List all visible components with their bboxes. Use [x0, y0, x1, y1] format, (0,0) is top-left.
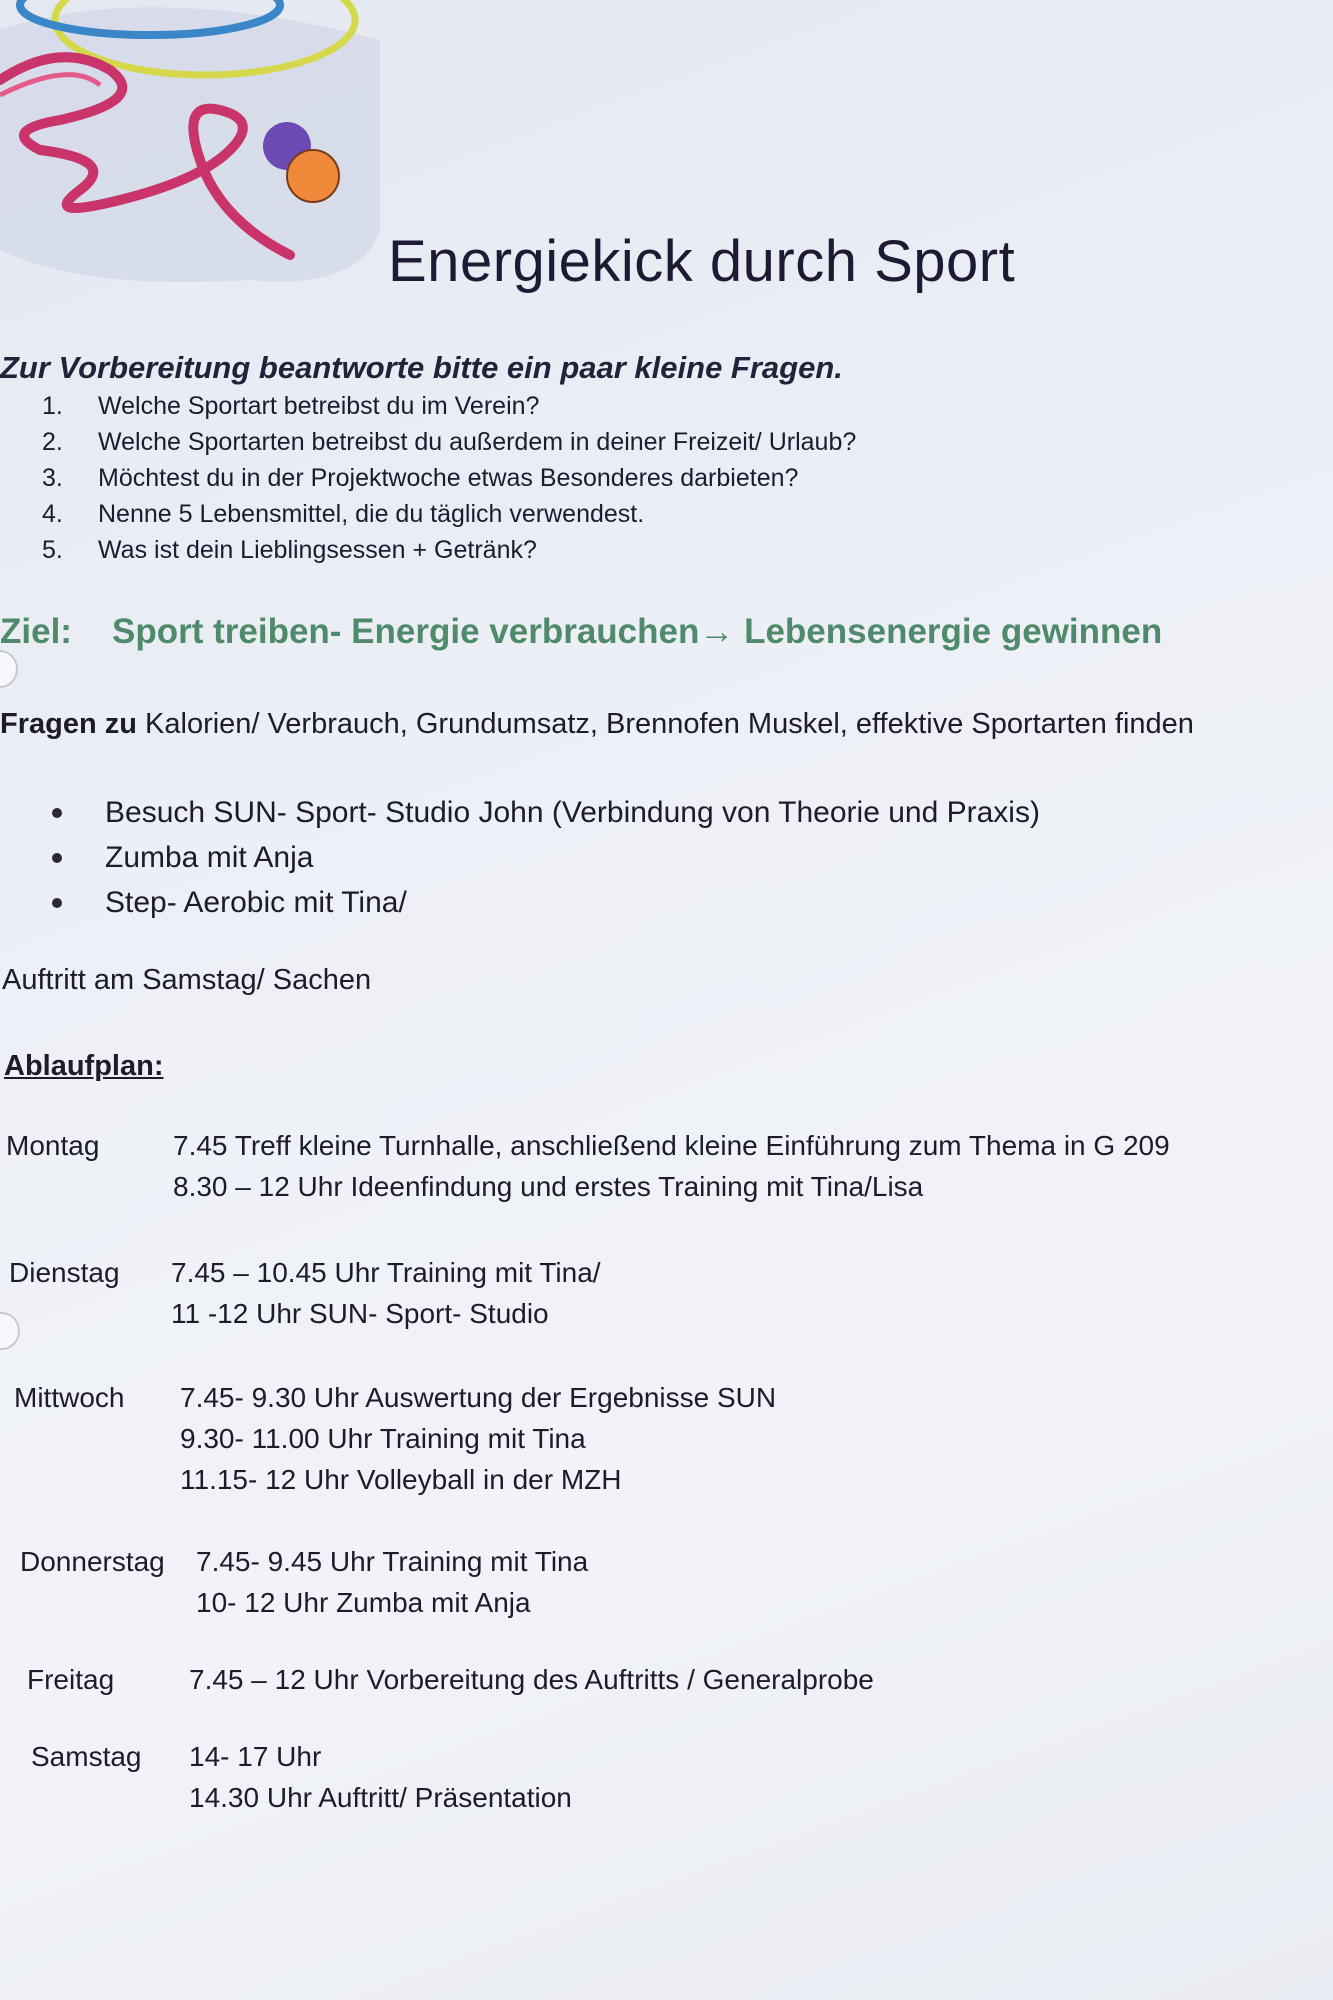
topics-lead: Fragen zu [0, 708, 137, 740]
schedule-entry: 7.45 Treff kleine Turnhalle, anschließend kleine Einführung zum Thema in G 209 [173, 1130, 1170, 1161]
schedule-entry: 8.30 – 12 Uhr Ideenfindung und erstes Training mit Tina/Lisa [173, 1171, 924, 1202]
day-label: Mittwoch [14, 1382, 125, 1413]
day-label: Samstag [31, 1741, 142, 1772]
page-title: Energiekick durch Sport [388, 229, 1016, 294]
schedule-entry: 11.15- 12 Uhr Volleyball in der MZH [180, 1464, 622, 1495]
schedule-entry: 14- 17 Uhr [189, 1741, 322, 1772]
schedule-entry: 9.30- 11.00 Uhr Training mit Tina [180, 1423, 586, 1454]
schedule-entry: 7.45 – 12 Uhr Vorbereitung des Auftritts / Generalprobe [189, 1664, 874, 1695]
list-item: 3. Möchtest du in der Projektwoche etwas Besonderes darbieten? [42, 464, 799, 492]
list-item: 4. Nenne 5 Lebensmittel, die du täglich verwendest. [42, 500, 645, 528]
topics-text: Kalorien/ Verbrauch, Grundumsatz, Brennofen Muskel, effektive Sportarten finden [136, 708, 1194, 740]
list-item: 1. Welche Sportart betreibst du im Verein? [42, 392, 540, 420]
day-label: Donnerstag [20, 1546, 165, 1577]
goal-text: Sport treiben- Energie verbrauchen→ Lebensenergie gewinnen [112, 612, 1163, 651]
list-item: Besuch SUN- Sport- Studio John (Verbindung von Theorie und Praxis) [52, 790, 1040, 835]
list-item: Zumba mit Anja [52, 835, 1040, 880]
bullet-icon [52, 898, 62, 908]
goal-line [0, 612, 1162, 652]
day-label: Dienstag [9, 1257, 120, 1288]
question-list [42, 392, 856, 572]
topics-line [0, 708, 1194, 741]
activity-list [52, 790, 1040, 925]
day-label: Freitag [27, 1664, 115, 1695]
ribbon-hoop-clipart [0, 0, 400, 290]
intro-instruction: Zur Vorbereitung beantworte bitte ein paar kleine Fragen. [0, 350, 843, 385]
schedule-entry: 7.45 – 10.45 Uhr Training mit Tina/ [171, 1257, 601, 1288]
day-label: Montag [6, 1130, 100, 1161]
bullet-icon [52, 808, 62, 818]
schedule-heading: Ablaufplan: [4, 1050, 164, 1082]
bullet-icon [52, 853, 62, 863]
performance-note: Auftritt am Samstag/ Sachen [2, 964, 372, 996]
schedule-entry: 10- 12 Uhr Zumba mit Anja [196, 1587, 531, 1618]
schedule-entry: 11 -12 Uhr SUN- Sport- Studio [171, 1298, 549, 1329]
list-item: 2. Welche Sportarten betreibst du außerdem in deiner Freizeit/ Urlaub? [42, 428, 857, 456]
list-item: 5. Was ist dein Lieblingsessen + Getränk? [42, 536, 537, 564]
schedule-entry: 7.45- 9.30 Uhr Auswertung der Ergebnisse SUN [180, 1382, 777, 1413]
schedule-entry: 14.30 Uhr Auftritt/ Präsentation [189, 1782, 572, 1813]
goal-label: Ziel: [0, 612, 72, 651]
punch-hole [0, 650, 18, 688]
schedule-entry: 7.45- 9.45 Uhr Training mit Tina [196, 1546, 589, 1577]
punch-hole [0, 1312, 20, 1350]
list-item: Step- Aerobic mit Tina/ [52, 880, 1040, 925]
